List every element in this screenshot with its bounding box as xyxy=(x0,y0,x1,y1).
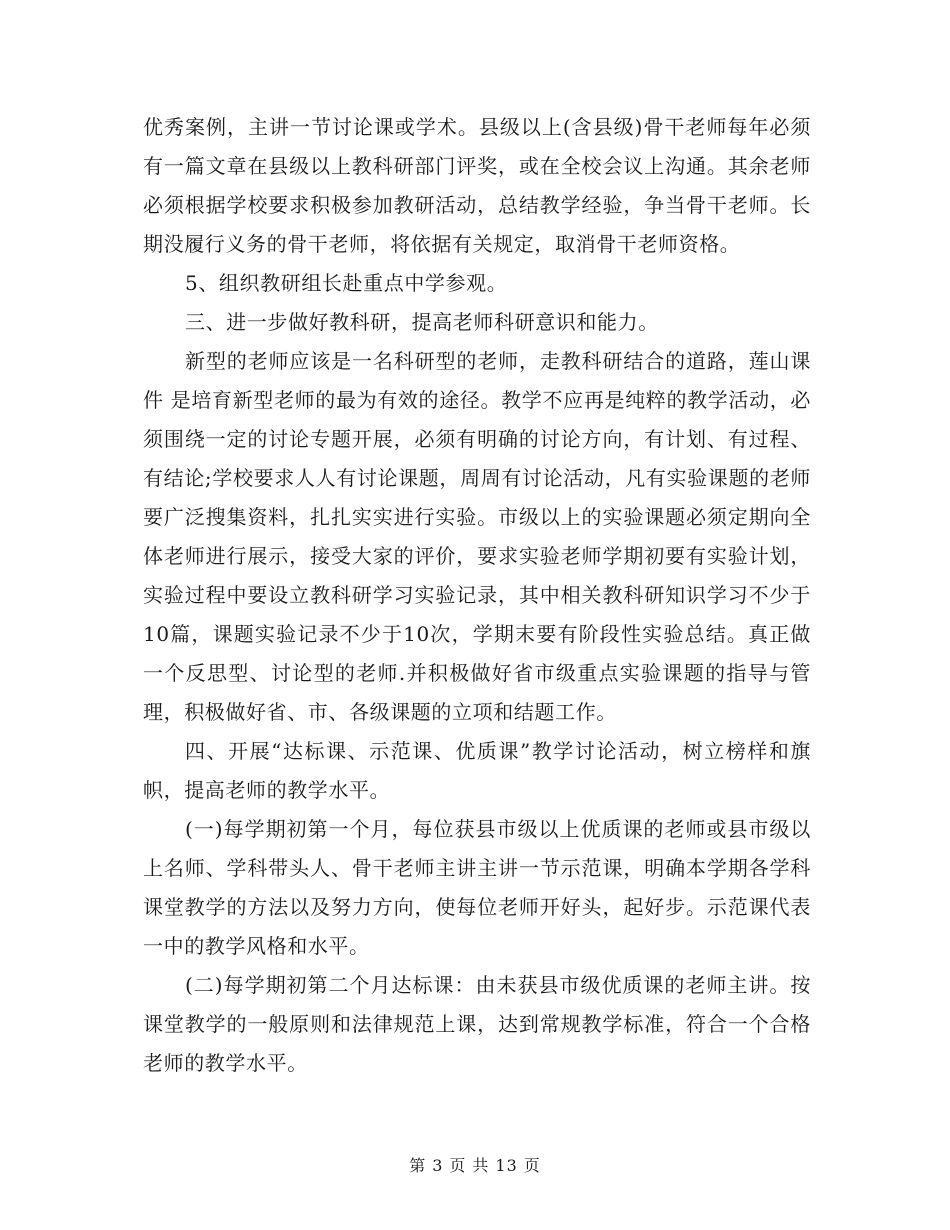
footer-current-page: 3 xyxy=(432,1156,444,1175)
footer-total-word: 共 xyxy=(472,1156,490,1175)
page-footer xyxy=(0,1153,950,1176)
footer-prefix: 第 xyxy=(409,1156,427,1175)
paragraph-2: 5、组织教研组长赴重点中学参观。 xyxy=(185,271,508,295)
paragraph-6: (一)每学期初第一个月，每位获县市级以上优质课的老师或县市级以上名师、学科带头人、骨干老师主讲主讲一节示范课，明确本学期各学科课堂教学的方法以及努力方向，使每位老师开好头，起好步。示范课代表一中的教学风格和水平。 xyxy=(143,817,811,958)
footer-total-pages: 13 xyxy=(495,1156,518,1175)
paragraph-1: 优秀案例，主讲一节讨论课或学术。县级以上(含县级)骨干老师每年必须有一篇文章在县级以上教科研部门评奖，或在全校会议上沟通。其余老师必须根据学校要求积极参加教研活动，总结教学经验，争当骨干老师。长期没履行义务的骨干老师，将依据有关规定，取消骨干老师资格。 xyxy=(143,115,811,256)
paragraph-3: 三、进一步做好教科研，提高老师科研意识和能力。 xyxy=(185,310,659,334)
footer-suffix: 页 xyxy=(523,1156,541,1175)
footer-page-word: 页 xyxy=(449,1156,467,1175)
paragraph-5: 四、开展“达标课、示范课、优质课”教学讨论活动，树立榜样和旗帜，提高老师的教学水平。 xyxy=(143,739,811,802)
paragraph-7: (二)每学期初第二个月达标课：由未获县市级优质课的老师主讲。按课堂教学的一般原则和法律规范上课，达到常规教学标准，符合一个合格老师的教学水平。 xyxy=(143,973,811,1075)
document-body xyxy=(143,108,811,1083)
paragraph-4: 新型的老师应该是一名科研型的老师，走教科研结合的道路，莲山课件 是培育新型老师的最为有效的途径。教学不应再是纯粹的教学活动，必须围绕一定的讨论专题开展，必须有明确的讨论方向，有计划、有过程、有结论;学校要求人人有讨论课题，周周有讨论活动，凡有实验课题的老师要广泛搜集资料，扎扎实实进行实验。市级以上的实验课题必须定期向全体老师进行展示，接受大家的评价，要求实验老师学期初要有实验计划，实验过程中要设立教科研学习实验记录，其中相关教科研知识学习不少于10篇，课题实验记录不少于10次，学期末要有阶段性实验总结。真正做一个反思型、讨论型的老师.并积极做好省市级重点实验课题的指导与管理，积极做好省、市、各级课题的立项和结题工作。 xyxy=(143,349,811,724)
